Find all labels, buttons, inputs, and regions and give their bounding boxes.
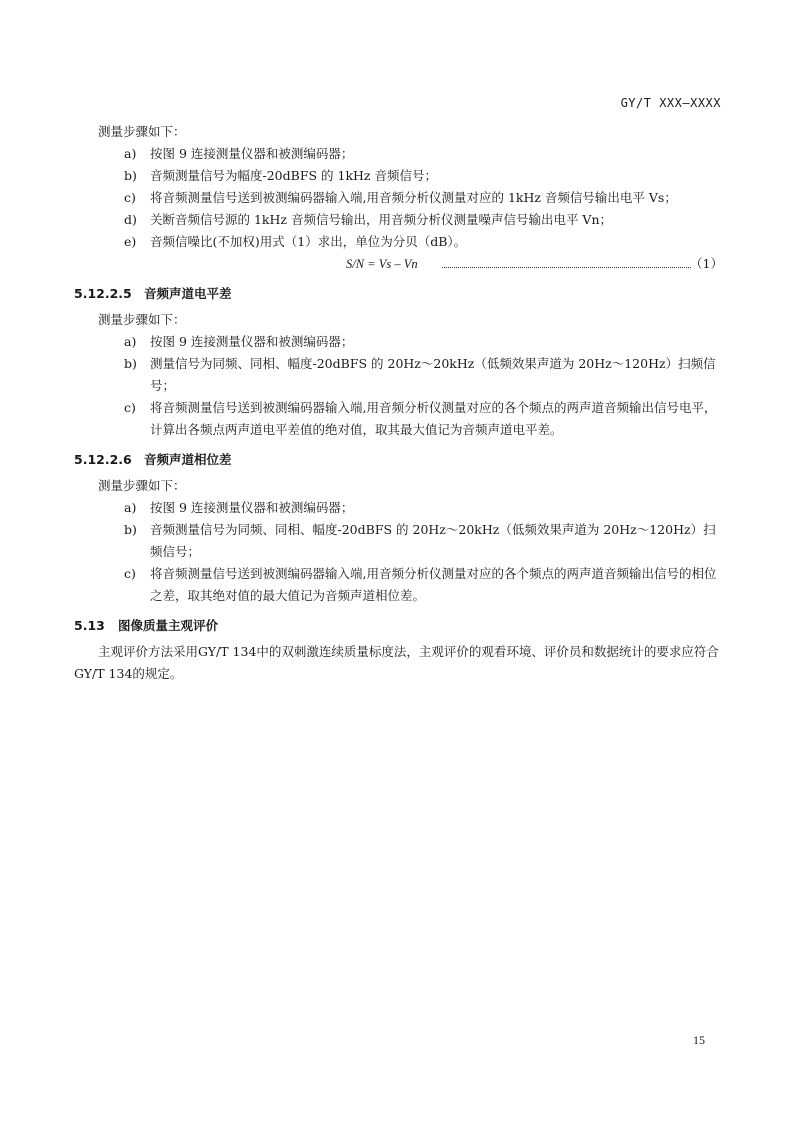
step-mark: b) xyxy=(124,168,137,183)
step-item xyxy=(98,165,723,187)
step-text: 音频测量信号为同频、同相、幅度-20dBFS 的 20Hz～20kHz（低频效果声道为 20Hz～120Hz）扫频信号； xyxy=(150,522,716,559)
section-number: 5.12.2.6 xyxy=(74,452,132,467)
formula-row xyxy=(98,253,723,275)
section-number: 5.12.2.5 xyxy=(74,286,132,301)
page-number: 15 xyxy=(693,1033,705,1047)
step-item xyxy=(98,143,723,165)
step-item xyxy=(98,187,723,209)
step-text: 关断音频信号源的 1kHz 音频信号输出，用音频分析仪测量噪声信号输出电平 Vn； xyxy=(150,212,613,227)
section-number: 5.13 xyxy=(74,618,105,633)
step-item xyxy=(98,563,723,607)
step-mark: c) xyxy=(124,400,136,415)
step-item xyxy=(98,209,723,231)
section-heading xyxy=(74,615,723,637)
step-item xyxy=(98,331,723,353)
section-title: 图像质量主观评价 xyxy=(118,618,219,633)
step-item xyxy=(98,397,723,441)
step-item xyxy=(98,231,723,253)
step-item xyxy=(98,353,723,397)
step-text: 将音频测量信号送到被测编码器输入端,用音频分析仪测量对应的各个频点的两声道音频输出信号电平，计算出各频点两声道电平差值的绝对值，取其最大值记为音频声道电平差。 xyxy=(150,400,717,437)
section-heading xyxy=(74,449,723,471)
step-item xyxy=(98,497,723,519)
step-item xyxy=(98,519,723,563)
step-mark: b) xyxy=(124,356,137,371)
formula-number: （1） xyxy=(690,256,723,271)
step-mark: b) xyxy=(124,522,137,537)
step-mark: d) xyxy=(124,212,137,227)
formula-leader-dots xyxy=(442,259,691,268)
step-mark: e) xyxy=(124,234,137,249)
step-mark: a) xyxy=(124,500,137,515)
step-text: 音频信噪比(不加权)用式（1）求出，单位为分贝（dB）。 xyxy=(150,234,467,249)
steps-intro: 测量步骤如下： xyxy=(98,312,186,327)
page-content xyxy=(74,121,723,685)
body-paragraph: 主观评价方法采用GY/T 134中的双刺激连续质量标度法，主观评价的观看环境、评价员和数据统计的要求应符合GY/T 134的规定。 xyxy=(74,644,719,681)
step-mark: c) xyxy=(124,566,136,581)
step-text: 音频测量信号为幅度-20dBFS 的 1kHz 音频信号； xyxy=(150,168,437,183)
step-mark: c) xyxy=(124,190,136,205)
step-text: 将音频测量信号送到被测编码器输入端,用音频分析仪测量对应的 1kHz 音频信号输出电平 Vs； xyxy=(150,190,677,205)
step-mark: a) xyxy=(124,334,137,349)
step-text: 按图 9 连接测量仪器和被测编码器； xyxy=(150,334,354,349)
section-title: 音频声道电平差 xyxy=(144,286,232,301)
steps-intro: 测量步骤如下： xyxy=(98,478,186,493)
formula-expression: S/N = Vs – Vn xyxy=(346,257,418,271)
section-title: 音频声道相位差 xyxy=(144,452,232,467)
step-text: 按图 9 连接测量仪器和被测编码器； xyxy=(150,146,354,161)
step-mark: a) xyxy=(124,146,137,161)
section-heading xyxy=(74,283,723,305)
document-code: GY/T XXX—XXXX xyxy=(620,96,721,110)
step-text: 将音频测量信号送到被测编码器输入端,用音频分析仪测量对应的各个频点的两声道音频输出信号的相位之差，取其绝对值的最大值记为音频声道相位差。 xyxy=(150,566,717,603)
steps-intro: 测量步骤如下： xyxy=(98,124,186,139)
step-text: 按图 9 连接测量仪器和被测编码器； xyxy=(150,500,354,515)
step-text: 测量信号为同频、同相、幅度-20dBFS 的 20Hz～20kHz（低频效果声道为 20Hz～120Hz）扫频信号； xyxy=(150,356,716,393)
